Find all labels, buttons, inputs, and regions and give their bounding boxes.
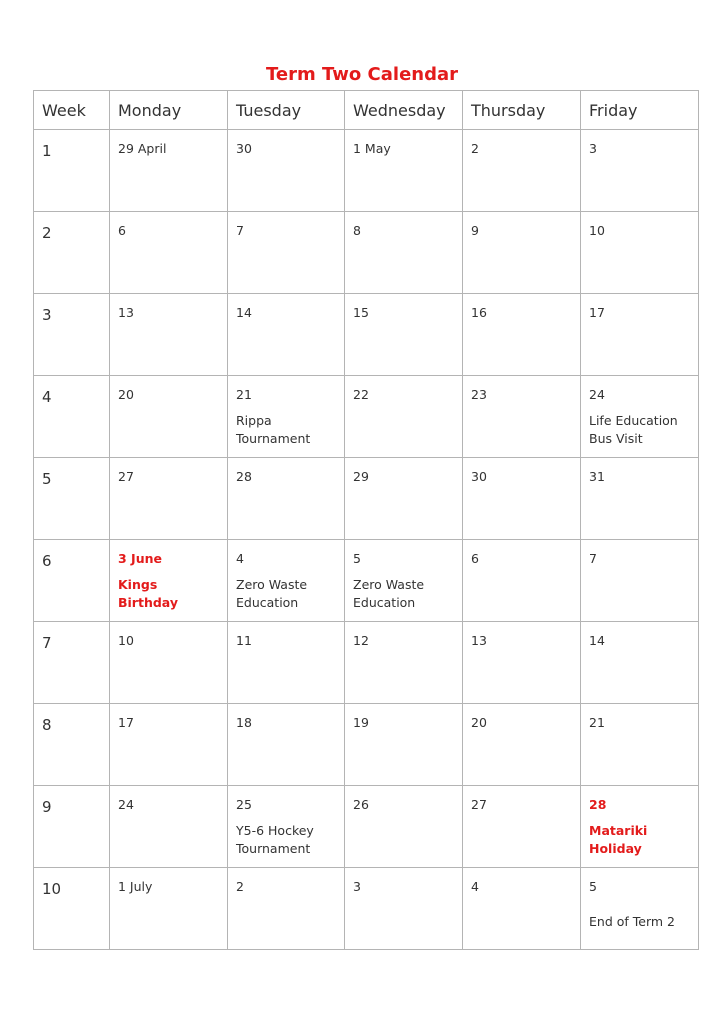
day-cell-wednesday	[345, 540, 463, 622]
day-cell-friday	[581, 458, 699, 540]
week-cell	[34, 130, 110, 212]
day-date: 31	[589, 469, 605, 484]
day-cell-thursday	[463, 130, 581, 212]
day-date: 18	[236, 715, 252, 730]
day-date: 20	[118, 387, 134, 402]
day-cell-tuesday	[228, 458, 345, 540]
day-cell-friday	[581, 786, 699, 868]
week-number: 7	[42, 634, 52, 652]
week-number: 2	[42, 224, 52, 242]
day-date: 7	[236, 223, 244, 238]
week-cell	[34, 540, 110, 622]
week-row	[34, 868, 699, 950]
day-cell-wednesday	[345, 294, 463, 376]
day-date: 3 June	[118, 551, 162, 566]
day-date: 16	[471, 305, 487, 320]
day-date: 29	[353, 469, 369, 484]
day-date: 29 April	[118, 141, 167, 156]
day-cell-thursday	[463, 458, 581, 540]
day-cell-monday	[110, 212, 228, 294]
week-row	[34, 294, 699, 376]
day-date: 10	[589, 223, 605, 238]
day-cell-thursday	[463, 622, 581, 704]
calendar-body	[34, 130, 699, 950]
day-date: 1 May	[353, 141, 391, 156]
day-cell-monday	[110, 458, 228, 540]
week-number: 5	[42, 470, 52, 488]
day-cell-tuesday	[228, 540, 345, 622]
week-number: 3	[42, 306, 52, 324]
week-cell	[34, 294, 110, 376]
week-number: 6	[42, 552, 52, 570]
day-cell-wednesday	[345, 458, 463, 540]
day-date: 4	[236, 551, 244, 566]
day-cell-tuesday	[228, 212, 345, 294]
day-event: Kings Birthday	[118, 577, 178, 610]
day-date: 13	[118, 305, 134, 320]
header-tuesday: Tuesday	[228, 91, 345, 130]
day-date: 17	[589, 305, 605, 320]
day-event: Zero Waste Education	[353, 577, 425, 610]
day-date: 3	[353, 879, 361, 894]
day-date: 30	[471, 469, 487, 484]
week-row	[34, 130, 699, 212]
day-date: 3	[589, 141, 597, 156]
day-cell-thursday	[463, 704, 581, 786]
day-cell-tuesday	[228, 704, 345, 786]
week-row	[34, 704, 699, 786]
day-cell-friday	[581, 130, 699, 212]
day-date: 26	[353, 797, 369, 812]
day-date: 2	[236, 879, 244, 894]
day-date: 24	[118, 797, 134, 812]
day-cell-monday	[110, 294, 228, 376]
day-cell-wednesday	[345, 868, 463, 950]
header-friday: Friday	[581, 91, 699, 130]
header-monday: Monday	[110, 91, 228, 130]
week-row	[34, 212, 699, 294]
day-cell-tuesday	[228, 622, 345, 704]
day-cell-friday	[581, 212, 699, 294]
day-cell-wednesday	[345, 622, 463, 704]
day-cell-friday	[581, 294, 699, 376]
week-cell	[34, 868, 110, 950]
day-date: 28	[236, 469, 252, 484]
week-row	[34, 540, 699, 622]
day-date: 12	[353, 633, 369, 648]
day-date: 14	[589, 633, 605, 648]
header-wednesday: Wednesday	[345, 91, 463, 130]
week-row	[34, 458, 699, 540]
day-cell-friday	[581, 622, 699, 704]
header-week: Week	[34, 91, 110, 130]
day-date: 7	[589, 551, 597, 566]
day-cell-wednesday	[345, 212, 463, 294]
day-cell-monday	[110, 868, 228, 950]
day-date: 20	[471, 715, 487, 730]
week-cell	[34, 458, 110, 540]
day-date: 6	[118, 223, 126, 238]
day-cell-monday	[110, 540, 228, 622]
header-row	[34, 91, 699, 130]
day-cell-monday	[110, 704, 228, 786]
day-cell-tuesday	[228, 294, 345, 376]
day-cell-friday	[581, 540, 699, 622]
day-date: 13	[471, 633, 487, 648]
week-number: 4	[42, 388, 52, 406]
day-date: 5	[589, 879, 597, 894]
day-date: 17	[118, 715, 134, 730]
day-cell-wednesday	[345, 376, 463, 458]
day-event: End of Term 2	[589, 914, 675, 929]
day-cell-thursday	[463, 294, 581, 376]
day-date: 30	[236, 141, 252, 156]
day-cell-tuesday	[228, 868, 345, 950]
day-cell-wednesday	[345, 130, 463, 212]
week-number: 10	[42, 880, 62, 898]
day-date: 8	[353, 223, 361, 238]
week-number: 8	[42, 716, 52, 734]
week-cell	[34, 376, 110, 458]
day-cell-wednesday	[345, 786, 463, 868]
day-cell-monday	[110, 130, 228, 212]
day-cell-thursday	[463, 868, 581, 950]
day-cell-wednesday	[345, 704, 463, 786]
day-date: 14	[236, 305, 252, 320]
day-date: 2	[471, 141, 479, 156]
header-thursday: Thursday	[463, 91, 581, 130]
calendar-table	[33, 90, 699, 950]
day-cell-friday	[581, 868, 699, 950]
day-date: 9	[471, 223, 479, 238]
day-date: 22	[353, 387, 369, 402]
week-row	[34, 786, 699, 868]
day-event: Zero Waste Education	[236, 577, 308, 610]
day-cell-friday	[581, 376, 699, 458]
day-date: 6	[471, 551, 479, 566]
day-event: Matariki Holiday	[589, 823, 648, 856]
day-cell-tuesday	[228, 376, 345, 458]
week-number: 1	[42, 142, 52, 160]
day-date: 15	[353, 305, 369, 320]
day-date: 24	[589, 387, 605, 402]
day-date: 4	[471, 879, 479, 894]
day-cell-thursday	[463, 212, 581, 294]
day-cell-tuesday	[228, 786, 345, 868]
week-cell	[34, 212, 110, 294]
day-date: 28	[589, 797, 607, 812]
day-date: 27	[471, 797, 487, 812]
day-date: 10	[118, 633, 134, 648]
day-date: 27	[118, 469, 134, 484]
day-date: 21	[589, 715, 605, 730]
week-cell	[34, 704, 110, 786]
page-title: Term Two Calendar	[265, 64, 458, 85]
day-event: Rippa Tournament	[236, 413, 311, 446]
day-date: 11	[236, 633, 252, 648]
day-event: Y5-6 Hockey Tournament	[236, 823, 314, 856]
day-date: 21	[236, 387, 252, 402]
day-cell-monday	[110, 786, 228, 868]
week-row	[34, 376, 699, 458]
day-date: 19	[353, 715, 369, 730]
week-row	[34, 622, 699, 704]
day-cell-monday	[110, 622, 228, 704]
day-cell-monday	[110, 376, 228, 458]
week-number: 9	[42, 798, 52, 816]
day-cell-thursday	[463, 376, 581, 458]
day-date: 1 July	[118, 879, 153, 894]
day-date: 25	[236, 797, 252, 812]
day-cell-thursday	[463, 786, 581, 868]
day-cell-friday	[581, 704, 699, 786]
day-event: Life Education Bus Visit	[589, 413, 678, 446]
day-date: 5	[353, 551, 361, 566]
day-cell-tuesday	[228, 130, 345, 212]
week-cell	[34, 786, 110, 868]
day-cell-thursday	[463, 540, 581, 622]
week-cell	[34, 622, 110, 704]
day-date: 23	[471, 387, 487, 402]
